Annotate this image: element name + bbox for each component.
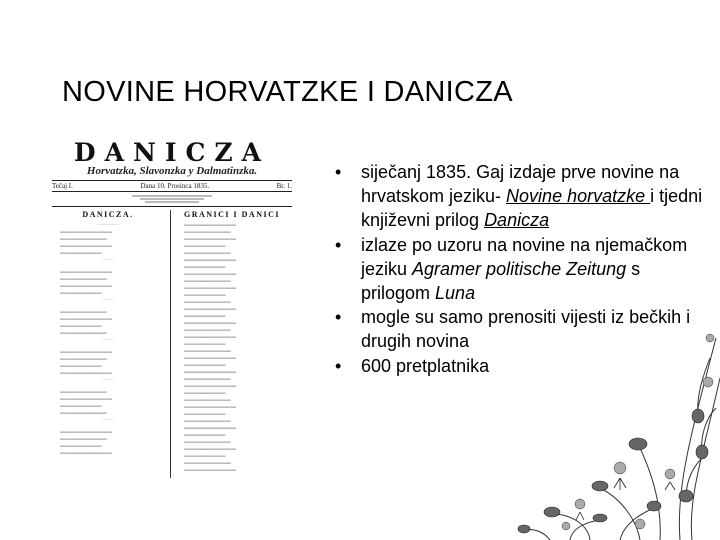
bullet-text: Agramer politische Zeitung <box>412 258 627 279</box>
column-right-text: ▬▬▬▬▬▬▬▬▬▬ ▬▬▬▬▬▬▬▬▬ ▬▬▬▬▬▬▬▬▬▬ ▬▬▬▬▬▬▬▬ ▬▬▬▬▬▬▬▬▬ ▬▬▬▬▬▬▬▬▬▬ ▬▬▬▬▬▬▬▬ ▬▬▬▬▬▬▬▬▬▬ ▬▬▬▬▬▬▬▬▬ ▬▬▬▬▬▬▬▬▬▬ ▬▬▬▬▬▬▬▬ ▬▬▬▬▬▬▬▬▬ ▬▬▬▬▬▬▬▬▬▬ ▬▬▬▬▬▬▬▬ ▬▬▬▬▬▬▬▬▬▬ ▬▬▬▬▬▬▬▬▬ ▬▬▬▬▬▬▬▬▬▬ ▬▬▬▬▬▬▬▬ ▬▬▬▬▬▬▬▬▬ ▬▬▬▬▬▬▬▬▬▬ ▬▬▬▬▬▬▬▬ ▬▬▬▬▬▬▬▬▬▬ ▬▬▬▬▬▬▬▬▬ ▬▬▬▬▬▬▬▬▬▬ ▬▬▬▬▬▬▬▬ ▬▬▬▬▬▬▬▬▬ ▬▬▬▬▬▬▬▬▬▬ ▬▬▬▬▬▬▬▬ ▬▬▬▬▬▬▬▬▬ ▬▬▬▬▬▬▬▬▬▬ ▬▬▬▬▬▬▬▬ ▬▬▬▬▬▬▬▬▬ ▬▬▬▬▬▬▬▬▬▬ ▬▬▬▬▬▬▬▬ ▬▬▬▬▬▬▬▬▬ ▬▬▬▬▬▬▬▬▬▬ <box>184 222 236 473</box>
bullet-text: Novine horvatzke <box>506 186 651 207</box>
bullet-item <box>334 354 704 378</box>
bullet-dot: • <box>335 307 342 328</box>
column-left-text: ———— ▬▬▬▬▬▬▬▬▬▬ ▬▬▬▬▬▬▬▬▬ ▬▬▬▬▬▬▬▬▬▬ ▬▬▬▬▬▬▬▬ —— ▬▬▬▬▬▬▬▬▬▬ ▬▬▬▬▬▬▬▬▬ ▬▬▬▬▬▬▬▬▬▬ ▬▬▬▬▬▬▬▬ —— ▬▬▬▬▬▬▬▬▬ ▬▬▬▬▬▬▬▬▬▬ ▬▬▬▬▬▬▬▬ ▬▬▬▬▬▬▬▬▬ —— ▬▬▬▬▬▬▬▬▬▬ ▬▬▬▬▬▬▬▬▬ ▬▬▬▬▬▬▬▬ ▬▬▬▬▬▬▬▬▬▬ —— ▬▬▬▬▬▬▬▬▬ ▬▬▬▬▬▬▬▬▬▬ ▬▬▬▬▬▬▬▬ ▬▬▬▬▬▬▬▬▬ —— ▬▬▬▬▬▬▬▬▬▬ ▬▬▬▬▬▬▬▬▬ ▬▬▬▬▬▬▬▬ ▬▬▬▬▬▬▬▬▬▬ <box>60 222 119 456</box>
bullet-item <box>334 305 704 353</box>
dateline-right: Br. 1. <box>276 182 292 190</box>
bullet-text: i tjedni književni prilog <box>361 186 703 231</box>
bullet-item <box>334 160 704 233</box>
newspaper-column-right <box>176 210 288 478</box>
slide-title: NOVINE HORVATZKE I DANICZA <box>62 76 513 108</box>
column-right-title: GRANICI I DANICI <box>183 210 280 219</box>
bullet-dot: • <box>335 355 342 376</box>
bullet-text: Luna <box>435 283 476 304</box>
bullet-text: mogle su samo prenositi vijesti iz bečkih i drugih novina <box>361 307 691 352</box>
bullet-text: Danicza <box>484 210 550 231</box>
bullet-text: 600 pretplatnika <box>361 355 490 376</box>
dateline-left: Tečaj I. <box>52 182 73 190</box>
bullet-list <box>334 160 704 378</box>
bullet-text: s prilogom <box>361 258 641 304</box>
bullet-dot: • <box>335 234 342 255</box>
bullet-text: siječanj 1835. Gaj izdaje prve novine na hrvatskom jeziku- <box>361 162 680 207</box>
newspaper-notice <box>52 194 292 204</box>
dateline-center: Dana 10. Prosinca 1835. <box>140 182 210 190</box>
column-divider <box>170 210 171 478</box>
bullet-dot: • <box>335 162 342 182</box>
newspaper-masthead: DANICZA <box>73 138 271 167</box>
column-left-title: DANICZA. <box>82 210 134 219</box>
rule <box>52 206 292 207</box>
rule <box>52 191 292 192</box>
newspaper-scan-image <box>52 138 292 480</box>
bullet-text: izlaze po uzoru na novine na njemačkom jeziku <box>361 234 688 279</box>
bullet-item <box>334 233 704 306</box>
newspaper-column-left <box>52 210 164 478</box>
rule <box>52 180 292 181</box>
newspaper-dateline <box>52 182 292 190</box>
newspaper-subtitle: Horvatzka, Slavonzka y Dalmatinzka. <box>86 165 258 177</box>
